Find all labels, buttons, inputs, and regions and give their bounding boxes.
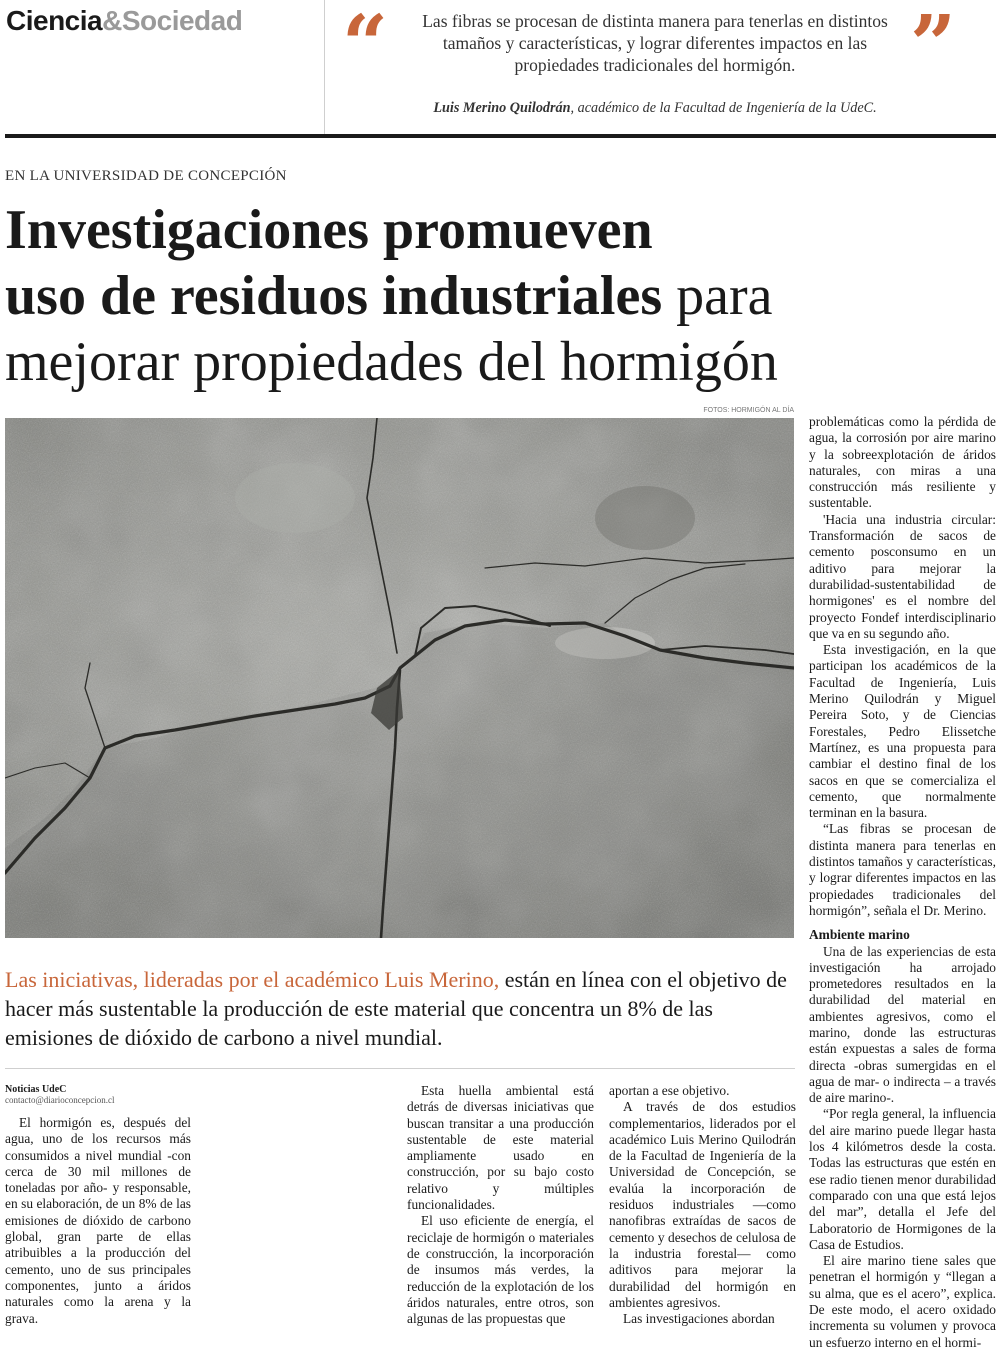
byline-email[interactable]: contacto@diarioconcepcion.cl: [5, 1095, 115, 1105]
paragraph: El uso eficiente de energía, el reciclaje de hormigón o materiales de construcción, la incorporación de insumos más verdes, la reducción de la explotación de los áridos naturales, entre otros, son algunas de las propuestas que: [407, 1213, 594, 1327]
paragraph: Esta investigación, en la que participan los académicos de la Facultad de Ingeniería, Luis Merino Quilodrán y Miguel Pereira Soto, y de Ciencias Forestales, Pedro Elissetche Martínez, es una propuesta para cambiar el destino final de los sacos en que se comercializa el cemento, que normalmente terminan en la basura.: [809, 642, 996, 821]
pull-quote-text: Las fibras se procesan de distinta manera para tenerlas en distintos tamaños y características, y lograr diferentes impactos en las propiedades tradicionales del hormigón.: [422, 11, 888, 75]
body-column-1: [5, 1115, 191, 1327]
body-column-3: [609, 1083, 796, 1327]
header-divider: [324, 0, 325, 134]
paragraph: Esta huella ambiental está detrás de diversas iniciativas que buscan transitar a una producción sustentable de este material ampliamente usado en construcción, por su bajo costo relativo y múltiples funcionalidades.: [407, 1083, 594, 1213]
paragraph: Las investigaciones abordan: [623, 1311, 775, 1327]
lead-paragraph: Las iniciativas, lideradas por el académico Luis Merino, están en línea con el objetivo de hacer más sustentable la producción de este material que concentra un 8% de las emisiones de dióxido de carbono a nivel mundial.: [5, 967, 787, 1050]
body-column-4: [809, 414, 996, 1351]
paragraph: problemáticas como la pérdida de agua, la corrosión por aire marino y la sobreexplotación de áridos naturales, con miras a una construcción más resiliente y sustentable.: [809, 414, 996, 511]
subheading: Ambiente marino: [809, 927, 910, 943]
byline-author: Noticias UdeC: [5, 1084, 67, 1095]
lead-rule: [5, 1068, 795, 1069]
paragraph: El aire marino tiene sales que penetran el hormigón y “llegan a su alma, que es el acero”, explica. De este modo, el acero oxidado incrementa su volumen y provoca un esfuerzo interno en el hormi-: [809, 1253, 996, 1350]
paragraph: aportan a ese objetivo.: [609, 1083, 730, 1098]
paragraph: Una de las experiencias de esta investigación ha arrojado prometedores resultados en la durabilidad del material en ambientes agresivos, como el marino, donde las estructuras están expuestas a sales de forma directa -obras sumergidas en el agua de mar- o indirecta – a través de aire marino-.: [809, 943, 996, 1106]
body-column-2: [407, 1083, 594, 1327]
header-rule: [5, 134, 996, 138]
paragraph: El hormigón es, después del agua, uno de los recursos más consumidos a nivel mundial -con cerca de 30 mil millones de toneladas por año- y responsable, en su elaboración, de un 8% de las emisiones de dióxido de carbono global, gran parte de ellas atribuibles a la producción del cemento, uno de sus principales componentes, junto a áridos naturales como la arena y la grava.: [5, 1115, 191, 1326]
concrete-crack-illustration: [5, 418, 794, 938]
cracked-concrete-photo: [5, 418, 794, 938]
paragraph: 'Hacia una industria circular: Transformación de sacos de cemento posconsumo en un aditivo para mejorar la durabilidad-sustentabilidad de hormigones' es el nombre del proyecto Fondef interdisciplinario que va en su segundo año.: [809, 511, 996, 641]
headline: Investigaciones promueven uso de residuos industriales para mejorar propiedades del hormigón: [5, 199, 778, 393]
pull-quote-attribution: Luis Merino Quilodrán, académico de la Facultad de Ingeniería de la UdeC.: [433, 100, 877, 116]
paragraph: A través de dos estudios complementarios, liderados por el académico Luis Merino Quilodrán de la Facultad de Ingeniería de la Universidad de Concepción, se evalúa la incorporación de residuos industriales —como nanofibras extraídas de sacos de cemento y desechos de celulosa de la industria forestal— como aditivos para mejorar la durabilidad del hormigón en ambientes agresivos.: [609, 1099, 796, 1310]
kicker: EN LA UNIVERSIDAD DE CONCEPCIÓN: [5, 168, 287, 184]
section-label: Ciencia&Sociedad: [6, 5, 243, 36]
close-quote-icon: ”: [910, 0, 957, 91]
paragraph: “Por regla general, la influencia del aire marino puede llegar hasta los 4 kilómetros desde la costa. Todas las estructuras que estén en ese radio tienen menor durabilidad comparado con una que está lejos del mar”, detalla el Jefe del Laboratorio de Hormigones de la Casa de Estudios.: [809, 1106, 996, 1252]
paragraph: “Las fibras se procesan de distinta manera para tenerlas en distintos tamaños y características, y lograr diferentes impactos en las propiedades tradicionales del hormigón”, señala el Dr. Merino.: [809, 821, 996, 918]
open-quote-icon: “: [342, 0, 389, 91]
photo-credit: FOTOS: HORMIGÓN AL DÍA: [703, 407, 794, 414]
